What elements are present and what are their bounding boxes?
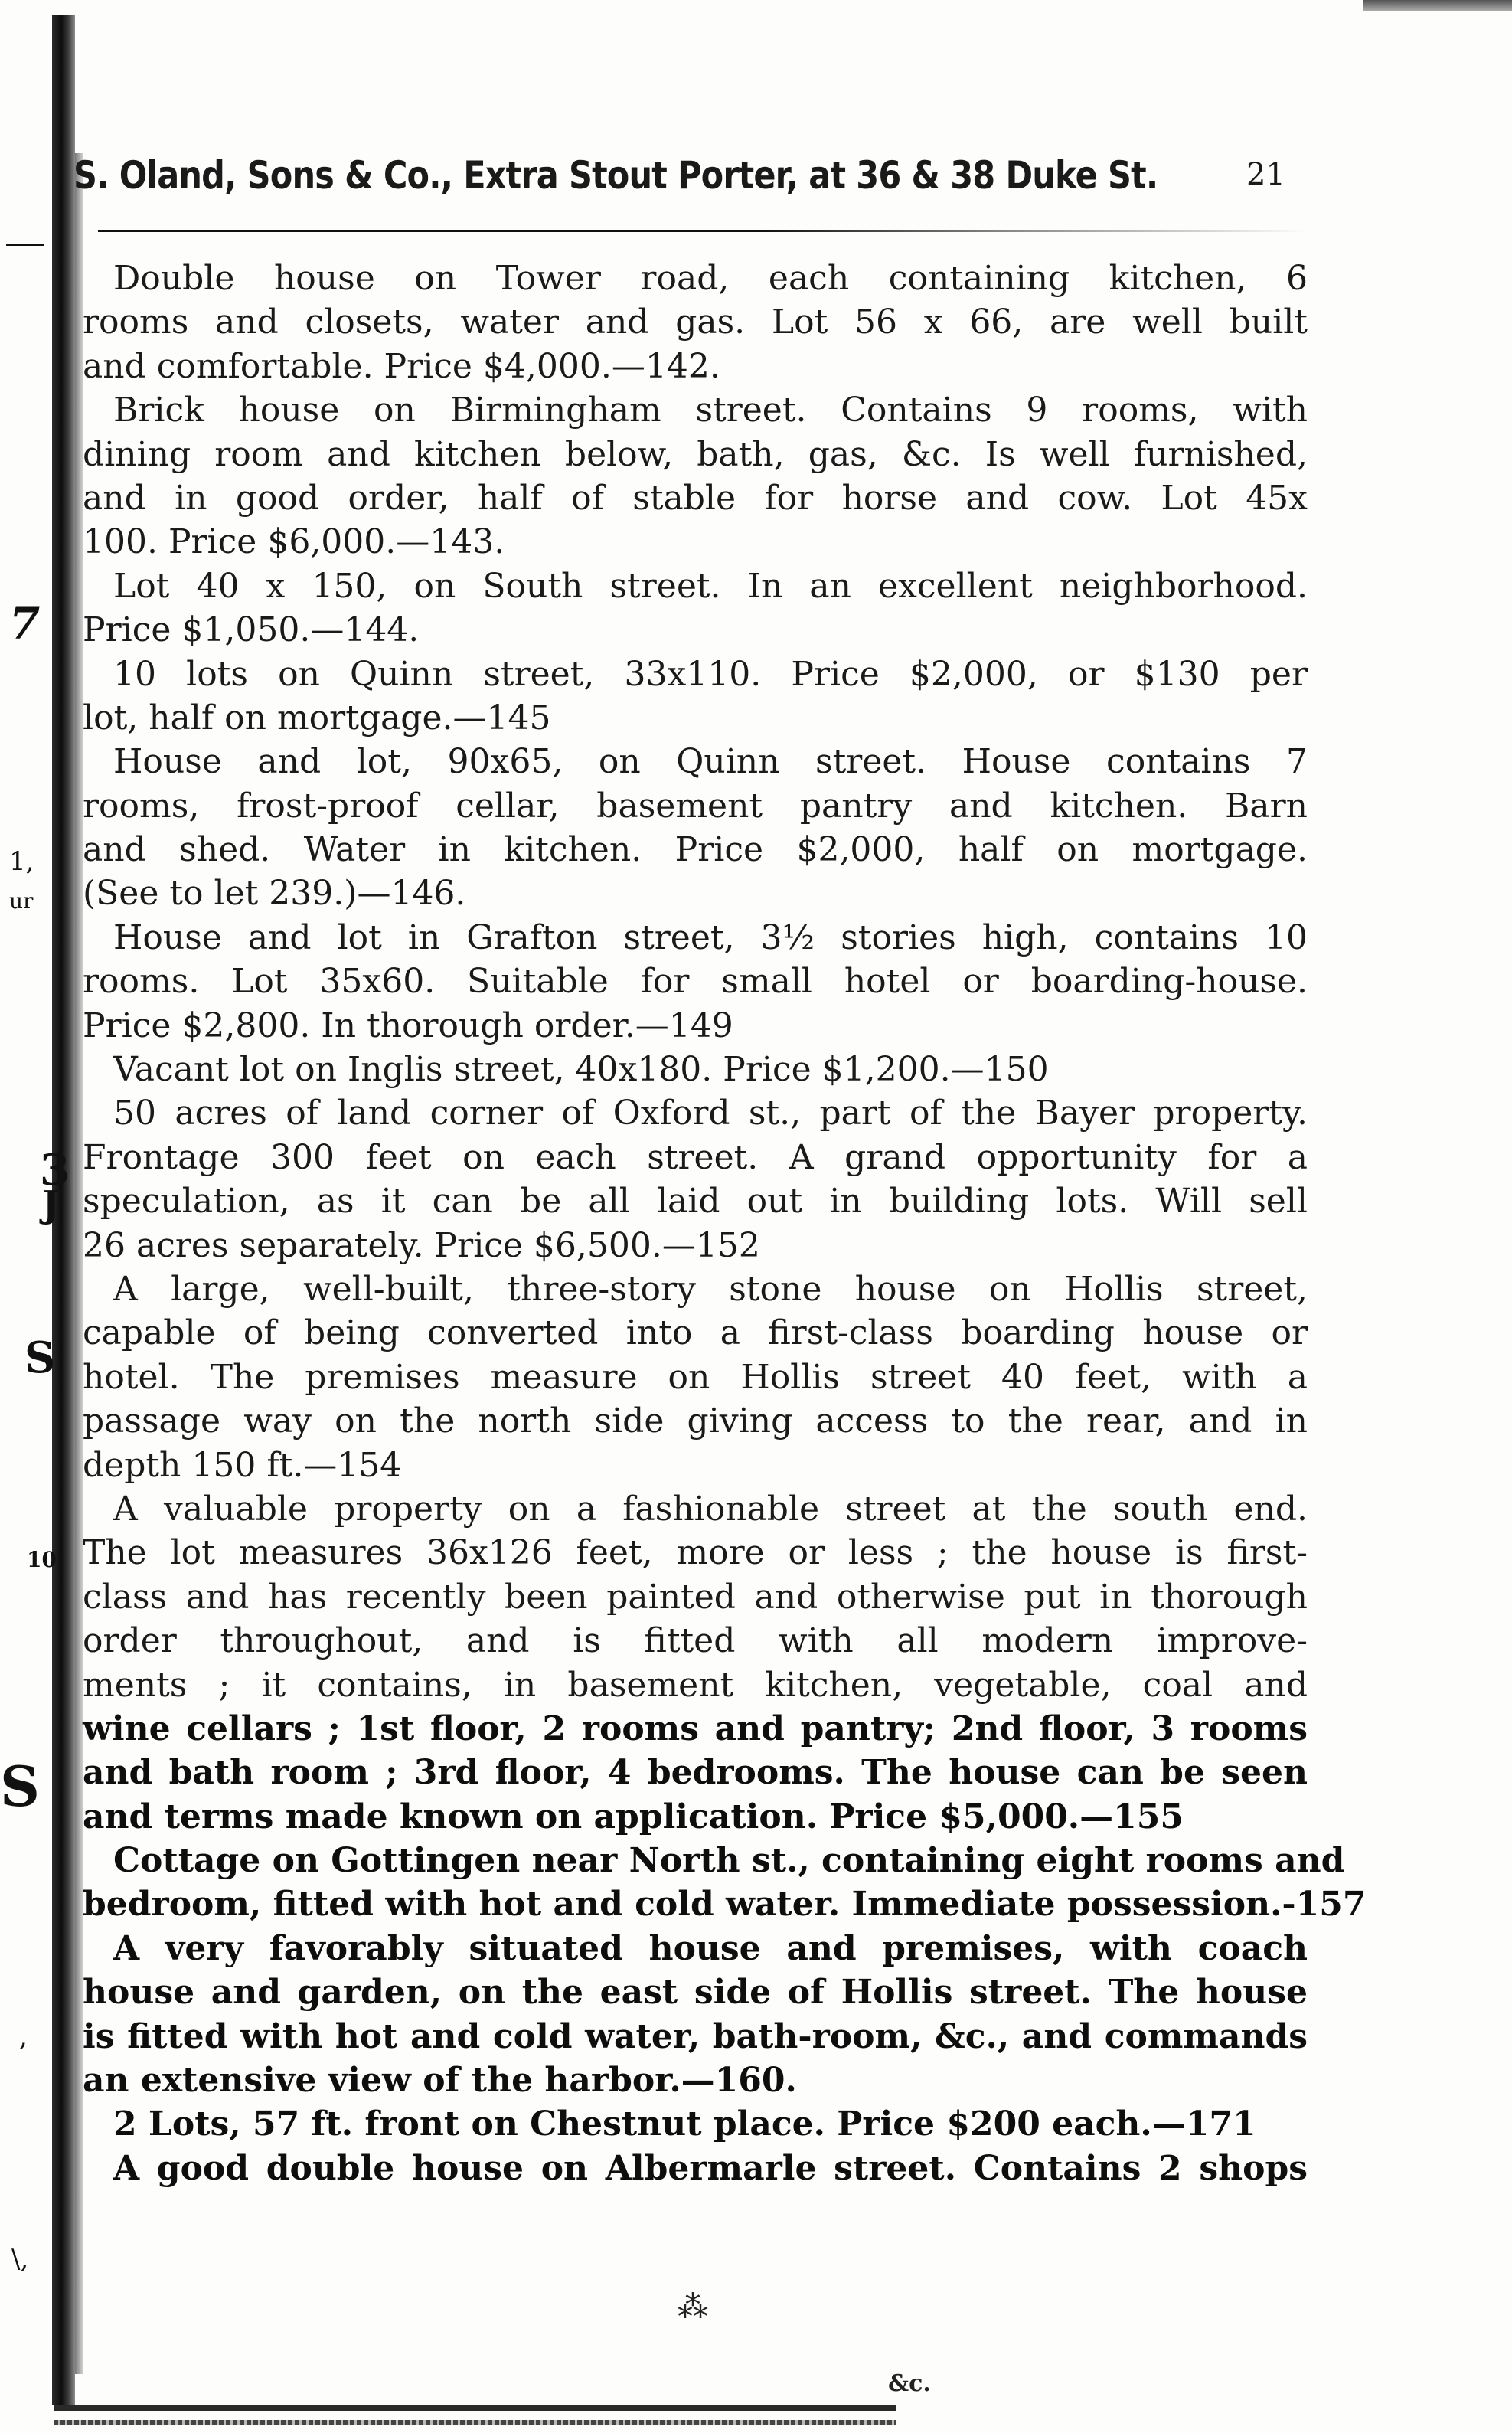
text-line: House and lot in Grafton street, 3½ stories high, contains 10 [113,917,1308,957]
text-line: is fitted with hot and cold water, bath-room, &c., and commands [83,2016,1308,2056]
text-line: dining room and kitchen below, bath, gas, &c. Is well furnished, [83,434,1308,474]
text-line: class and has recently been painted and otherwise put in thorough [83,1577,1308,1617]
text-line: Price $2,800. In thorough order.—149 [83,1006,733,1045]
text-line: order throughout, and is fitted with all modern improve- [83,1621,1308,1661]
text-line: (See to let 239.)—146. [83,874,466,914]
text-line: speculation, as it can be all laid out in building lots. Will sell [83,1182,1308,1221]
margin-mark: \, [11,2244,29,2274]
text-line: passage way on the north side giving access to the rear, and in [83,1401,1308,1441]
text-line: house and garden, on the east side of Hollis street. The house [83,1973,1308,2013]
text-line: A good double house on Albermarle street. Contains 2 shops [113,2148,1308,2188]
text-line: Brick house on Birmingham street. Contains 9 rooms, with [113,391,1308,430]
text-line: rooms, frost-proof cellar, basement pantry and kitchen. Barn [83,786,1308,826]
margin-mark: 3 [40,1145,70,1195]
text-line: 50 acres of land corner of Oxford st., part of the Bayer property. [113,1094,1308,1133]
text-line: and bath room ; 3rd floor, 4 bedrooms. The house can be seen [83,1753,1308,1793]
text-line: and in good order, half of stable for horse and cow. Lot 45x [83,478,1308,518]
text-line: hotel. The premises measure on Hollis street 40 feet, with a [83,1357,1308,1397]
text-line: rooms and closets, water and gas. Lot 56 x 66, are well built [83,302,1308,342]
text-line: A very favorably situated house and premises, with coach [113,1928,1308,1968]
text-line: Frontage 300 feet on each street. A grand opportunity for a [83,1137,1308,1177]
margin-mark: S [0,1754,40,1819]
text-line: 26 acres separately. Price $6,500.—152 [83,1225,760,1265]
text-line: capable of being converted into a first-class boarding house or [83,1313,1308,1353]
text-line: rooms. Lot 35x60. Suitable for small hotel or boarding-house. [83,962,1308,1002]
text-line: wine cellars ; 1st floor, 2 rooms and pantry; 2nd floor, 3 rooms [83,1709,1308,1748]
text-line: House and lot, 90x65, on Quinn street. House contains 7 [113,742,1308,782]
running-header: S. Oland, Sons & Co., Extra Stout Porter, at 36 & 38 Duke St. [73,153,1158,198]
text-line: ments ; it contains, in basement kitchen, vegetable, coal and [83,1665,1308,1705]
listings-text [83,257,1367,2190]
text-line: depth 150 ft.—154 [83,1445,402,1485]
margin-mark: 10 [27,1547,57,1572]
binding-shadow [75,153,83,2374]
ornament-mark: ⁂ [678,2290,708,2325]
margin-mark: J [42,1183,60,1226]
text-line: A large, well-built, three-story stone house on Hollis street, [113,1269,1308,1309]
text-line: A valuable property on a fashionable street at the south end. [113,1489,1308,1529]
text-line: and shed. Water in kitchen. Price $2,000, half on mortgage. [83,830,1308,870]
text-line: Vacant lot on Inglis street, 40x180. Price $1,200.—150 [113,1050,1049,1090]
text-line: 10 lots on Quinn street, 33x110. Price $2,000, or $130 per [113,654,1308,694]
page-number: 21 [1246,157,1285,192]
margin-mark: , [19,2022,28,2052]
margin-mark: ur [9,888,34,914]
margin-mark: S [24,1333,56,1383]
text-line: bedroom, fitted with hot and cold water. Immediate possession.-157 [83,1885,1367,1924]
text-line: The lot measures 36x126 feet, more or less ; the house is first- [83,1533,1308,1573]
footer-mark: &c. [888,2370,931,2397]
text-line: 100. Price $6,000.—143. [83,522,505,562]
header-rule [98,230,1308,232]
text-line: and terms made known on application. Price $5,000.—155 [83,1797,1184,1836]
page-bottom-texture [54,2420,896,2425]
text-line: lot, half on mortgage.—145 [83,698,551,737]
text-line: Cottage on Gottingen near North st., containing eight rooms and [113,1841,1345,1881]
text-line: and comfortable. Price $4,000.—142. [83,346,720,386]
page-top-edge [1363,0,1512,11]
text-line: Lot 40 x 150, on South street. In an excellent neighborhood. [113,566,1308,606]
margin-mark: 7 [9,597,41,649]
text-line: Price $1,050.—144. [83,610,420,650]
text-line: 2 Lots, 57 ft. front on Chestnut place. Price $200 each.—171 [113,2104,1256,2144]
margin-mark: 1, [9,846,34,877]
text-line: Double house on Tower road, each containing kitchen, 6 [113,259,1308,298]
page-bottom-edge [54,2405,896,2411]
margin-dash [6,244,44,246]
text-line: an extensive view of the harbor.—160. [83,2061,797,2101]
